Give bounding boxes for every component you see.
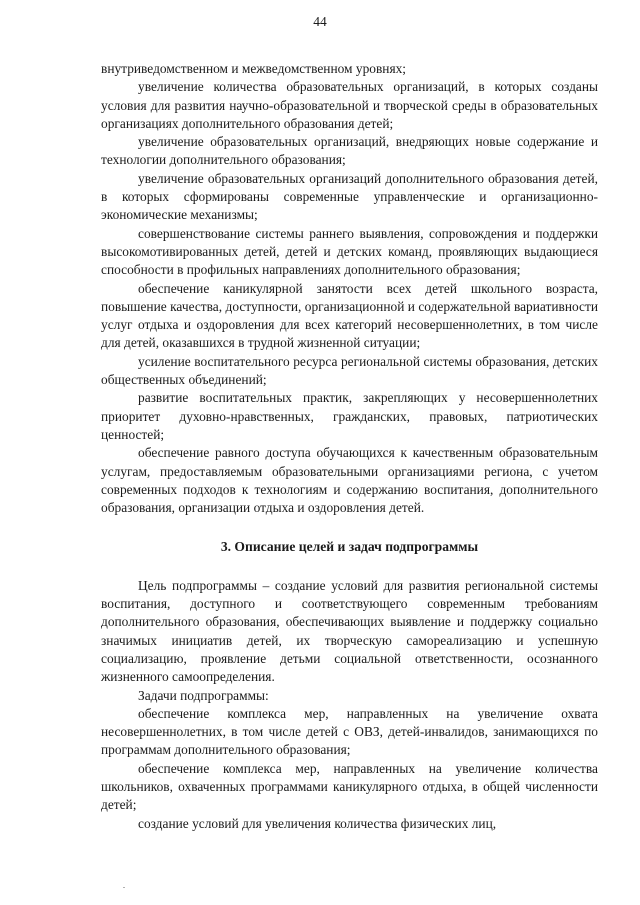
page-number: 44 bbox=[313, 14, 327, 29]
list-paragraph: развитие воспитательных практик, закрепляющих у несовершеннолетних приоритет духовно-нравственных, гражданских, правовых, патриотических ценностей; bbox=[101, 390, 598, 442]
list-paragraph: совершенствование системы раннего выявления, сопровождения и поддержки высокомотивированных детей, детей и детских команд, проявляющих выдающиеся способности в профильных направлениях дополнительного образования; bbox=[101, 225, 598, 278]
goal-paragraph: Цель подпрограммы – создание условий для развития региональной системы воспитания, доступного и соответствующего современным требованиям дополнительного образования, обеспечивающих выявление и поддержку социально значимых инициатив детей, их творческую самореализацию и успешную социализацию, проявление детьми социальной ответственности, осознанного жизненного самоопределения. bbox=[101, 577, 598, 685]
list-paragraph: усиление воспитательного ресурса региональной системы образования, детских общественных объединений; bbox=[101, 353, 598, 388]
list-paragraph: обеспечение равного доступа обучающихся к качественным образовательным услугам, предоставляемым образовательными организациями региона, с учетом современных подходов к технологиям и содержанию воспитания, дополнительного образования, организации отдыха и оздоровления детей. bbox=[101, 445, 598, 516]
section-heading: 3. Описание целей и задач подпрограммы bbox=[220, 539, 479, 555]
list-paragraph: увеличение количества образовательных организаций, в которых созданы условия для развития научно-образовательной и творческой среды в образовательных организациях дополнительного образования детей; bbox=[101, 79, 598, 131]
task-paragraph: обеспечение комплекса мер, направленных на увеличение количества школьников, охваченных программами каникулярного отдыха, в общей численности детей; bbox=[101, 760, 598, 813]
document-body bbox=[101, 60, 598, 833]
scan-speck bbox=[123, 887, 125, 888]
paragraph-continuation: внутриведомственном и межведомственном уровнях; bbox=[101, 61, 407, 76]
task-paragraph: обеспечение комплекса мер, направленных на увеличение охвата несовершеннолетних, в том числе детей с ОВЗ, детей-инвалидов, занимающихся по программам дополнительного образования; bbox=[101, 705, 598, 758]
task-paragraph: создание условий для увеличения количества физических лиц, bbox=[138, 815, 497, 831]
tasks-label: Задачи подпрограммы: bbox=[138, 687, 269, 703]
list-paragraph: обеспечение каникулярной занятости всех детей школьного возраста, повышение качества, доступности, организационной и содержательной вариативности услуг отдыха и оздоровления для всех категорий несовершеннолетних, в том числе для детей, оказавшихся в трудной жизненной ситуации; bbox=[101, 280, 598, 351]
list-paragraph: увеличение образовательных организаций дополнительного образования детей, в которых сформированы современные управленческие и организационно-экономические механизмы; bbox=[101, 170, 598, 223]
list-paragraph: увеличение образовательных организаций, внедряющих новые содержание и технологии дополнительного образования; bbox=[101, 134, 598, 168]
